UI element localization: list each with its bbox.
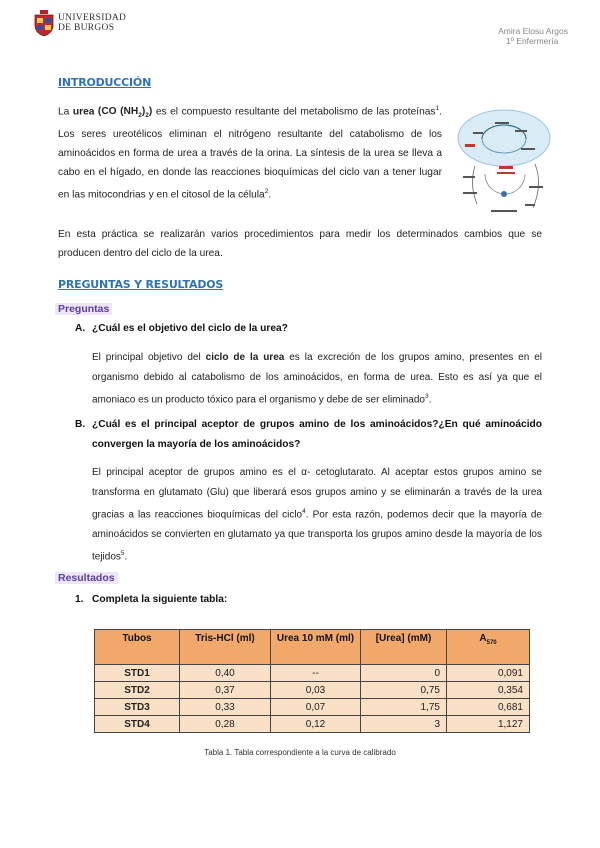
- cell-tubo: STD1: [95, 665, 180, 682]
- cell-tris: 0,40: [180, 665, 271, 682]
- subheading-resultados: Resultados: [55, 572, 118, 584]
- table-row: [95, 699, 530, 716]
- table-caption: Tabla 1. Tabla correspondiente a la curva de calibrado: [204, 748, 396, 757]
- answer-a: El principal objetivo del ciclo de la urea es la excreción de los grupos amino, presentes en el organismo debido al catabolismo de los aminoácidos, en forma de urea. Esto es así ya que el amoniaco es un producto tóxico para el organismo y debe de ser eliminado$^3$.: [92, 352, 542, 406]
- cell-tris: 0,37: [180, 682, 271, 699]
- cell-tubo: STD4: [95, 716, 180, 733]
- intro-paragraph-2: En esta práctica se realizarán varios procedimientos para medir los determinados cambios que se producen dentro del ciclo de la urea.: [58, 229, 542, 259]
- header-tris: Tris-HCl (ml): [180, 630, 271, 665]
- cell-absorbance: 0,354: [447, 682, 530, 699]
- header-absorbance: $A_{570}$: [447, 630, 530, 665]
- reference-3: 3: [424, 393, 429, 400]
- table-row: [95, 716, 530, 733]
- university-logo: [34, 10, 126, 36]
- cell-urea-mm: 0,75: [361, 682, 447, 699]
- author-name: Amira Elosu Argos: [498, 26, 568, 36]
- cell-urea-ml: 0,07: [271, 699, 361, 716]
- cell-tubo: STD2: [95, 682, 180, 699]
- intro-paragraph-1: La urea (CO $(NH_2)_2$) es el compuesto resultante del metabolismo de las proteínas$^1$. Los seres ureotélicos eliminan el nitrógeno resultante del catabolismo de los aminoácidos en forma de urea a través de la orina. La síntesis de la urea se lleva a cabo en el hígado, en donde las reacciones bioquímicas del ciclo van a tener lugar en las mitocondrias y en el citosol de la célula$^2$.: [58, 105, 442, 201]
- subheading-preguntas: Preguntas: [55, 303, 112, 315]
- answer-b: El principal aceptor de grupos amino es el α- cetoglutarato. Al aceptar estos grupos amino se transforma en glutamato (Glu) que liberará esos grupos amino y se eliminarán a través de la urea gracias a las reacciones bioquímicas del ciclo$^4$. Por esta razón, podemos decir que la mayoría de aminoácidos se convierten en glutamato ya que transporta los grupos amino desde la mayoría de los tejidos$^5$.: [92, 467, 542, 563]
- cell-urea-ml: 0,03: [271, 682, 361, 699]
- urea-term: urea: [72, 106, 95, 118]
- cell-urea-ml: 0,12: [271, 716, 361, 733]
- cell-absorbance: 0,681: [447, 699, 530, 716]
- table-row: [95, 682, 530, 699]
- table-row: [95, 665, 530, 682]
- reference-2: 2: [264, 188, 269, 196]
- heading-introduccion: INTRODUCCIÓN: [58, 76, 152, 89]
- reference-5: 5: [120, 550, 125, 558]
- results-item-1-number: 1.: [75, 594, 84, 605]
- reference-4: 4: [302, 508, 306, 515]
- university-line1: UNIVERSIDAD: [58, 13, 127, 23]
- reference-1: 1: [435, 105, 440, 112]
- cell-urea-mm: 3: [361, 716, 447, 733]
- author-course: 1º Enfermería: [506, 36, 559, 46]
- heading-preguntas-resultados: PREGUNTAS Y RESULTADOS: [58, 278, 224, 291]
- question-a-text: ¿Cuál es el objetivo del ciclo de la urea?: [92, 323, 288, 334]
- calibration-table: [94, 629, 530, 733]
- header-urea-ml: Urea 10 mM (ml): [271, 630, 361, 665]
- table-header-row: [95, 630, 530, 665]
- cell-absorbance: 0,091: [447, 665, 530, 682]
- cell-urea-mm: 0: [361, 665, 447, 682]
- question-a: [75, 320, 542, 338]
- cell-urea-ml: --: [271, 665, 361, 682]
- ciclo-urea-term: ciclo de la urea: [205, 352, 285, 363]
- cell-tris: 0,33: [180, 699, 271, 716]
- question-b: [75, 415, 542, 455]
- cell-absorbance: 1,127: [447, 716, 530, 733]
- question-b-text: ¿Cuál es el principal aceptor de grupos amino de los aminoácidos?¿En qué aminoácido convergen la mayoría de los aminoácidos?: [92, 419, 542, 450]
- cell-tris: 0,28: [180, 716, 271, 733]
- cell-urea-mm: 1,75: [361, 699, 447, 716]
- urea-cycle-diagram: [455, 104, 553, 222]
- results-item-1: [75, 591, 542, 609]
- results-item-1-text: Completa la siguiente tabla:: [92, 594, 228, 605]
- header-urea-mm: [Urea] (mM): [361, 630, 447, 665]
- header-tubos: Tubos: [95, 630, 180, 665]
- question-b-letter: B.: [75, 419, 86, 430]
- university-crest-icon: [34, 10, 54, 36]
- author-block: [498, 26, 568, 46]
- cell-tubo: STD3: [95, 699, 180, 716]
- question-a-letter: A.: [75, 323, 86, 334]
- university-name: [58, 13, 126, 33]
- university-line2: DE BURGOS: [58, 23, 115, 33]
